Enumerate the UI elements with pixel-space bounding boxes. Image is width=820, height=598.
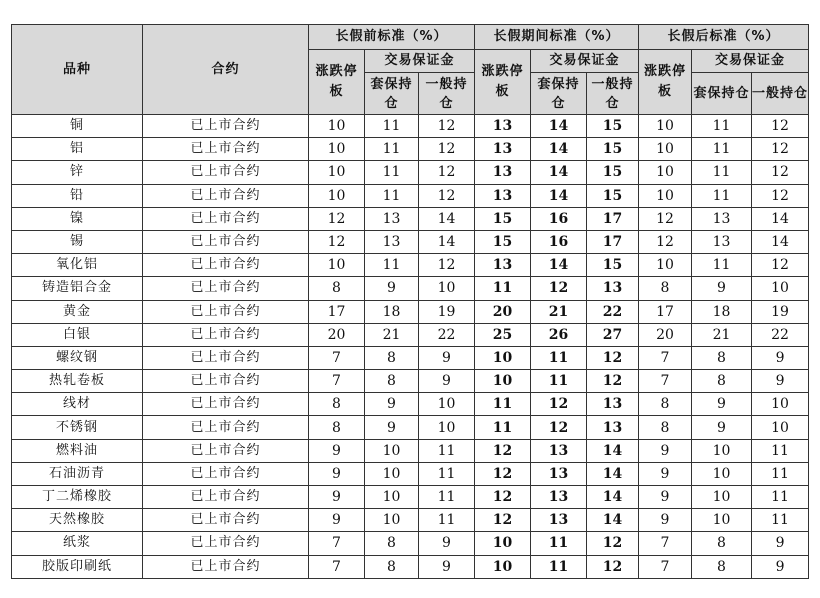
cell-general-before: 12 xyxy=(419,184,475,207)
cell-limit-during: 12 xyxy=(475,439,531,462)
cell-contract: 已上市合约 xyxy=(143,439,309,462)
header-contract: 合约 xyxy=(143,25,309,115)
cell-general-after: 10 xyxy=(752,393,809,416)
cell-limit-during: 25 xyxy=(475,323,531,346)
cell-general-before: 10 xyxy=(419,393,475,416)
cell-limit-during: 10 xyxy=(475,555,531,578)
cell-general-during: 14 xyxy=(587,462,639,485)
cell-general-before: 14 xyxy=(419,230,475,253)
table-row xyxy=(12,277,809,300)
cell-general-after: 10 xyxy=(752,277,809,300)
cell-hedge-before: 11 xyxy=(365,138,419,161)
header-margin-during: 交易保证金 xyxy=(531,50,639,73)
header-group-before: 长假前标准（%） xyxy=(309,25,475,50)
cell-hedge-before: 9 xyxy=(365,277,419,300)
cell-general-before: 9 xyxy=(419,370,475,393)
cell-hedge-before: 21 xyxy=(365,323,419,346)
table-row xyxy=(12,230,809,253)
cell-limit-before: 10 xyxy=(309,138,365,161)
header-hedge-during: 套保持仓 xyxy=(531,73,587,115)
cell-hedge-after: 13 xyxy=(692,230,752,253)
header-margin-before: 交易保证金 xyxy=(365,50,475,73)
cell-hedge-after: 10 xyxy=(692,509,752,532)
cell-variety: 铝 xyxy=(12,138,143,161)
cell-general-before: 12 xyxy=(419,115,475,138)
cell-limit-before: 10 xyxy=(309,115,365,138)
cell-limit-during: 10 xyxy=(475,370,531,393)
cell-hedge-after: 11 xyxy=(692,161,752,184)
cell-general-during: 17 xyxy=(587,207,639,230)
cell-hedge-after: 8 xyxy=(692,532,752,555)
table-header xyxy=(12,25,809,115)
cell-general-during: 13 xyxy=(587,416,639,439)
cell-general-before: 12 xyxy=(419,254,475,277)
cell-hedge-before: 10 xyxy=(365,439,419,462)
cell-general-after: 10 xyxy=(752,416,809,439)
cell-hedge-after: 11 xyxy=(692,115,752,138)
cell-general-during: 14 xyxy=(587,509,639,532)
cell-contract: 已上市合约 xyxy=(143,207,309,230)
cell-limit-after: 17 xyxy=(639,300,692,323)
header-general-before: 一般持仓 xyxy=(419,73,475,115)
cell-general-before: 11 xyxy=(419,462,475,485)
cell-contract: 已上市合约 xyxy=(143,532,309,555)
cell-general-before: 10 xyxy=(419,416,475,439)
cell-limit-before: 10 xyxy=(309,184,365,207)
cell-limit-before: 8 xyxy=(309,416,365,439)
cell-contract: 已上市合约 xyxy=(143,277,309,300)
cell-hedge-before: 9 xyxy=(365,416,419,439)
cell-contract: 已上市合约 xyxy=(143,230,309,253)
cell-variety: 丁二烯橡胶 xyxy=(12,486,143,509)
cell-variety: 线材 xyxy=(12,393,143,416)
cell-general-after: 22 xyxy=(752,323,809,346)
cell-limit-after: 7 xyxy=(639,346,692,369)
cell-general-during: 12 xyxy=(587,346,639,369)
cell-general-during: 15 xyxy=(587,115,639,138)
cell-limit-after: 7 xyxy=(639,555,692,578)
table-row xyxy=(12,462,809,485)
table-row xyxy=(12,346,809,369)
cell-hedge-before: 8 xyxy=(365,555,419,578)
cell-variety: 天然橡胶 xyxy=(12,509,143,532)
cell-general-after: 9 xyxy=(752,555,809,578)
cell-limit-before: 12 xyxy=(309,230,365,253)
cell-hedge-during: 14 xyxy=(531,115,587,138)
cell-general-before: 9 xyxy=(419,555,475,578)
cell-variety: 不锈钢 xyxy=(12,416,143,439)
cell-limit-during: 13 xyxy=(475,254,531,277)
cell-hedge-after: 13 xyxy=(692,207,752,230)
cell-hedge-during: 14 xyxy=(531,138,587,161)
cell-limit-before: 8 xyxy=(309,277,365,300)
cell-limit-before: 17 xyxy=(309,300,365,323)
cell-hedge-during: 12 xyxy=(531,416,587,439)
cell-hedge-during: 21 xyxy=(531,300,587,323)
cell-hedge-during: 14 xyxy=(531,254,587,277)
cell-general-before: 11 xyxy=(419,486,475,509)
cell-limit-after: 10 xyxy=(639,161,692,184)
cell-limit-after: 10 xyxy=(639,115,692,138)
cell-limit-before: 7 xyxy=(309,370,365,393)
cell-contract: 已上市合约 xyxy=(143,254,309,277)
cell-general-after: 12 xyxy=(752,184,809,207)
cell-limit-before: 20 xyxy=(309,323,365,346)
cell-general-during: 15 xyxy=(587,161,639,184)
table-row xyxy=(12,138,809,161)
table-row xyxy=(12,323,809,346)
cell-general-after: 12 xyxy=(752,138,809,161)
cell-variety: 纸浆 xyxy=(12,532,143,555)
cell-limit-during: 15 xyxy=(475,230,531,253)
cell-general-after: 14 xyxy=(752,207,809,230)
cell-hedge-after: 9 xyxy=(692,393,752,416)
table-row xyxy=(12,207,809,230)
cell-general-after: 19 xyxy=(752,300,809,323)
cell-limit-after: 8 xyxy=(639,277,692,300)
cell-limit-after: 10 xyxy=(639,184,692,207)
cell-general-after: 12 xyxy=(752,254,809,277)
cell-general-after: 12 xyxy=(752,161,809,184)
cell-general-before: 12 xyxy=(419,138,475,161)
cell-limit-during: 15 xyxy=(475,207,531,230)
cell-hedge-during: 26 xyxy=(531,323,587,346)
table-row xyxy=(12,393,809,416)
cell-contract: 已上市合约 xyxy=(143,138,309,161)
cell-contract: 已上市合约 xyxy=(143,346,309,369)
cell-hedge-during: 14 xyxy=(531,184,587,207)
cell-hedge-during: 11 xyxy=(531,370,587,393)
cell-limit-after: 7 xyxy=(639,532,692,555)
header-margin-after: 交易保证金 xyxy=(692,50,809,73)
cell-general-during: 17 xyxy=(587,230,639,253)
cell-contract: 已上市合约 xyxy=(143,370,309,393)
cell-hedge-after: 8 xyxy=(692,346,752,369)
cell-variety: 白银 xyxy=(12,323,143,346)
cell-limit-after: 20 xyxy=(639,323,692,346)
cell-variety: 铅 xyxy=(12,184,143,207)
cell-limit-after: 9 xyxy=(639,486,692,509)
table-row xyxy=(12,115,809,138)
cell-limit-during: 13 xyxy=(475,184,531,207)
cell-general-before: 19 xyxy=(419,300,475,323)
cell-hedge-after: 10 xyxy=(692,439,752,462)
cell-variety: 锡 xyxy=(12,230,143,253)
cell-hedge-after: 11 xyxy=(692,184,752,207)
table-row xyxy=(12,532,809,555)
cell-hedge-during: 13 xyxy=(531,462,587,485)
cell-general-before: 22 xyxy=(419,323,475,346)
header-variety: 品种 xyxy=(12,25,143,115)
cell-general-during: 13 xyxy=(587,393,639,416)
cell-contract: 已上市合约 xyxy=(143,300,309,323)
table-row xyxy=(12,486,809,509)
cell-hedge-before: 8 xyxy=(365,346,419,369)
cell-limit-before: 9 xyxy=(309,462,365,485)
cell-limit-during: 12 xyxy=(475,462,531,485)
cell-variety: 锌 xyxy=(12,161,143,184)
table-row xyxy=(12,254,809,277)
cell-limit-during: 20 xyxy=(475,300,531,323)
cell-hedge-before: 10 xyxy=(365,509,419,532)
cell-hedge-after: 8 xyxy=(692,370,752,393)
cell-hedge-after: 21 xyxy=(692,323,752,346)
cell-general-during: 15 xyxy=(587,184,639,207)
table-row xyxy=(12,416,809,439)
cell-contract: 已上市合约 xyxy=(143,509,309,532)
cell-variety: 胶版印刷纸 xyxy=(12,555,143,578)
cell-limit-during: 13 xyxy=(475,115,531,138)
cell-general-after: 9 xyxy=(752,532,809,555)
cell-hedge-during: 11 xyxy=(531,346,587,369)
cell-hedge-before: 10 xyxy=(365,486,419,509)
table-row xyxy=(12,184,809,207)
cell-hedge-during: 12 xyxy=(531,393,587,416)
header-group-after: 长假后标准（%） xyxy=(639,25,809,50)
cell-general-after: 11 xyxy=(752,509,809,532)
cell-general-after: 11 xyxy=(752,486,809,509)
header-general-during: 一般持仓 xyxy=(587,73,639,115)
cell-general-during: 12 xyxy=(587,370,639,393)
cell-contract: 已上市合约 xyxy=(143,462,309,485)
cell-general-during: 14 xyxy=(587,439,639,462)
table-row xyxy=(12,555,809,578)
cell-variety: 螺纹钢 xyxy=(12,346,143,369)
cell-hedge-before: 11 xyxy=(365,115,419,138)
table-row xyxy=(12,439,809,462)
cell-limit-after: 7 xyxy=(639,370,692,393)
cell-general-before: 9 xyxy=(419,532,475,555)
cell-hedge-during: 14 xyxy=(531,161,587,184)
cell-limit-before: 8 xyxy=(309,393,365,416)
cell-limit-during: 11 xyxy=(475,416,531,439)
cell-limit-after: 12 xyxy=(639,207,692,230)
cell-limit-during: 13 xyxy=(475,161,531,184)
cell-limit-before: 9 xyxy=(309,486,365,509)
header-hedge-after: 套保持仓 xyxy=(692,73,752,115)
cell-general-after: 14 xyxy=(752,230,809,253)
cell-limit-before: 7 xyxy=(309,346,365,369)
cell-hedge-before: 8 xyxy=(365,532,419,555)
cell-general-before: 11 xyxy=(419,439,475,462)
cell-general-during: 22 xyxy=(587,300,639,323)
header-limit-after: 涨跌停板 xyxy=(639,50,692,115)
cell-hedge-before: 11 xyxy=(365,254,419,277)
cell-general-before: 14 xyxy=(419,207,475,230)
cell-variety: 铜 xyxy=(12,115,143,138)
header-limit-before: 涨跌停板 xyxy=(309,50,365,115)
cell-hedge-before: 8 xyxy=(365,370,419,393)
cell-limit-before: 9 xyxy=(309,439,365,462)
cell-hedge-during: 12 xyxy=(531,277,587,300)
cell-hedge-during: 13 xyxy=(531,486,587,509)
cell-contract: 已上市合约 xyxy=(143,393,309,416)
cell-general-before: 11 xyxy=(419,509,475,532)
cell-general-before: 9 xyxy=(419,346,475,369)
cell-variety: 黄金 xyxy=(12,300,143,323)
cell-hedge-before: 13 xyxy=(365,230,419,253)
cell-general-after: 11 xyxy=(752,439,809,462)
cell-limit-before: 10 xyxy=(309,254,365,277)
table-row xyxy=(12,161,809,184)
cell-hedge-during: 16 xyxy=(531,207,587,230)
cell-general-before: 12 xyxy=(419,161,475,184)
cell-limit-during: 13 xyxy=(475,138,531,161)
cell-limit-during: 12 xyxy=(475,486,531,509)
cell-contract: 已上市合约 xyxy=(143,416,309,439)
cell-general-after: 9 xyxy=(752,370,809,393)
cell-variety: 热轧卷板 xyxy=(12,370,143,393)
cell-limit-during: 11 xyxy=(475,393,531,416)
cell-limit-before: 7 xyxy=(309,555,365,578)
cell-general-during: 27 xyxy=(587,323,639,346)
cell-contract: 已上市合约 xyxy=(143,486,309,509)
cell-limit-before: 9 xyxy=(309,509,365,532)
margin-standards-table xyxy=(11,24,809,579)
cell-general-after: 12 xyxy=(752,115,809,138)
cell-hedge-before: 10 xyxy=(365,462,419,485)
cell-general-after: 11 xyxy=(752,462,809,485)
cell-variety: 燃料油 xyxy=(12,439,143,462)
cell-hedge-before: 18 xyxy=(365,300,419,323)
cell-hedge-before: 9 xyxy=(365,393,419,416)
cell-hedge-before: 11 xyxy=(365,161,419,184)
cell-limit-before: 12 xyxy=(309,207,365,230)
cell-variety: 铸造铝合金 xyxy=(12,277,143,300)
cell-limit-during: 11 xyxy=(475,277,531,300)
cell-hedge-after: 10 xyxy=(692,462,752,485)
table-body xyxy=(12,115,809,579)
cell-variety: 石油沥青 xyxy=(12,462,143,485)
cell-hedge-during: 16 xyxy=(531,230,587,253)
cell-hedge-after: 9 xyxy=(692,277,752,300)
cell-hedge-during: 11 xyxy=(531,532,587,555)
cell-variety: 氧化铝 xyxy=(12,254,143,277)
cell-limit-after: 8 xyxy=(639,416,692,439)
cell-limit-during: 12 xyxy=(475,509,531,532)
header-general-after: 一般持仓 xyxy=(752,73,809,115)
cell-limit-after: 9 xyxy=(639,439,692,462)
header-limit-during: 涨跌停板 xyxy=(475,50,531,115)
cell-limit-after: 10 xyxy=(639,254,692,277)
cell-contract: 已上市合约 xyxy=(143,555,309,578)
cell-contract: 已上市合约 xyxy=(143,115,309,138)
cell-general-during: 14 xyxy=(587,486,639,509)
cell-general-before: 10 xyxy=(419,277,475,300)
cell-hedge-before: 11 xyxy=(365,184,419,207)
table-row xyxy=(12,370,809,393)
cell-hedge-after: 11 xyxy=(692,138,752,161)
table-row xyxy=(12,300,809,323)
cell-hedge-during: 13 xyxy=(531,509,587,532)
cell-limit-after: 12 xyxy=(639,230,692,253)
cell-contract: 已上市合约 xyxy=(143,323,309,346)
cell-general-after: 9 xyxy=(752,346,809,369)
cell-limit-after: 10 xyxy=(639,138,692,161)
cell-limit-during: 10 xyxy=(475,532,531,555)
cell-limit-after: 9 xyxy=(639,509,692,532)
cell-hedge-after: 10 xyxy=(692,486,752,509)
cell-hedge-before: 13 xyxy=(365,207,419,230)
cell-variety: 镍 xyxy=(12,207,143,230)
cell-contract: 已上市合约 xyxy=(143,161,309,184)
cell-hedge-during: 11 xyxy=(531,555,587,578)
cell-hedge-after: 9 xyxy=(692,416,752,439)
cell-contract: 已上市合约 xyxy=(143,184,309,207)
header-hedge-before: 套保持仓 xyxy=(365,73,419,115)
cell-hedge-after: 18 xyxy=(692,300,752,323)
cell-general-during: 15 xyxy=(587,254,639,277)
cell-general-during: 15 xyxy=(587,138,639,161)
header-group-during: 长假期间标准（%） xyxy=(475,25,639,50)
cell-limit-after: 9 xyxy=(639,462,692,485)
cell-general-during: 12 xyxy=(587,555,639,578)
cell-limit-during: 10 xyxy=(475,346,531,369)
cell-limit-before: 7 xyxy=(309,532,365,555)
cell-general-during: 12 xyxy=(587,532,639,555)
cell-hedge-during: 13 xyxy=(531,439,587,462)
cell-hedge-after: 11 xyxy=(692,254,752,277)
table-row xyxy=(12,509,809,532)
cell-limit-before: 10 xyxy=(309,161,365,184)
cell-limit-after: 8 xyxy=(639,393,692,416)
cell-hedge-after: 8 xyxy=(692,555,752,578)
cell-general-during: 13 xyxy=(587,277,639,300)
